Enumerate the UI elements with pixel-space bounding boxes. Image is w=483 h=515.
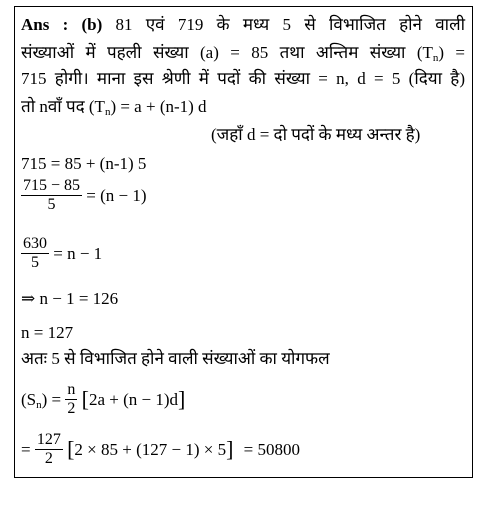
line-1: Ans : (b) 81 एवं 719 के मध्य 5 से विभाजित होने वाली xyxy=(21,15,465,34)
equation-3: ⇒ n − 1 = 126 xyxy=(21,289,119,308)
line-3: 715 होगी। माना इस श्रेणी में पदों की संख्या = n, d = 5 (दिया है) xyxy=(21,69,465,88)
fraction: $\frac{630}{5}$ xyxy=(23,235,47,271)
equation-4: n = 127 xyxy=(21,323,74,342)
equation-1: $\frac{715 - 85}{5}$ = (n − 1) xyxy=(23,177,147,213)
line-5: (जहाँ d = दो पदों के मध्य अन्तर है) xyxy=(211,125,421,144)
answer-box xyxy=(14,6,473,478)
fraction: $\frac{127}{2}$ xyxy=(36,431,61,467)
answer-label: Ans : (b) xyxy=(21,15,103,34)
line-4: तो nवाँ पद $(T_n) = a + (n-1)$ d xyxy=(21,97,207,118)
equation-6: = $\frac{127}{2}$ [2 × 85 + (127 − 1) × 5] = 50800 xyxy=(21,431,301,467)
equation-2: $\frac{630}{5}$ = n − 1 xyxy=(23,235,103,271)
fraction: $\frac{n}{2}$ xyxy=(67,381,76,417)
line-2: संख्याओं में पहली संख्या (a) = 85 तथा अन्तिम संख्या $(T_n)$ = xyxy=(21,43,465,64)
line-sum: अतः 5 से विभाजित होने वाली संख्याओं का योगफल xyxy=(21,349,330,368)
line-6: 715 = 85 + (n-1) 5 xyxy=(21,154,147,173)
equation-5: $(S_n)$ = $\frac{n}{2}$ [2a + (n − 1)d] xyxy=(21,381,186,417)
fraction: $\frac{715 - 85}{5}$ xyxy=(23,177,81,213)
